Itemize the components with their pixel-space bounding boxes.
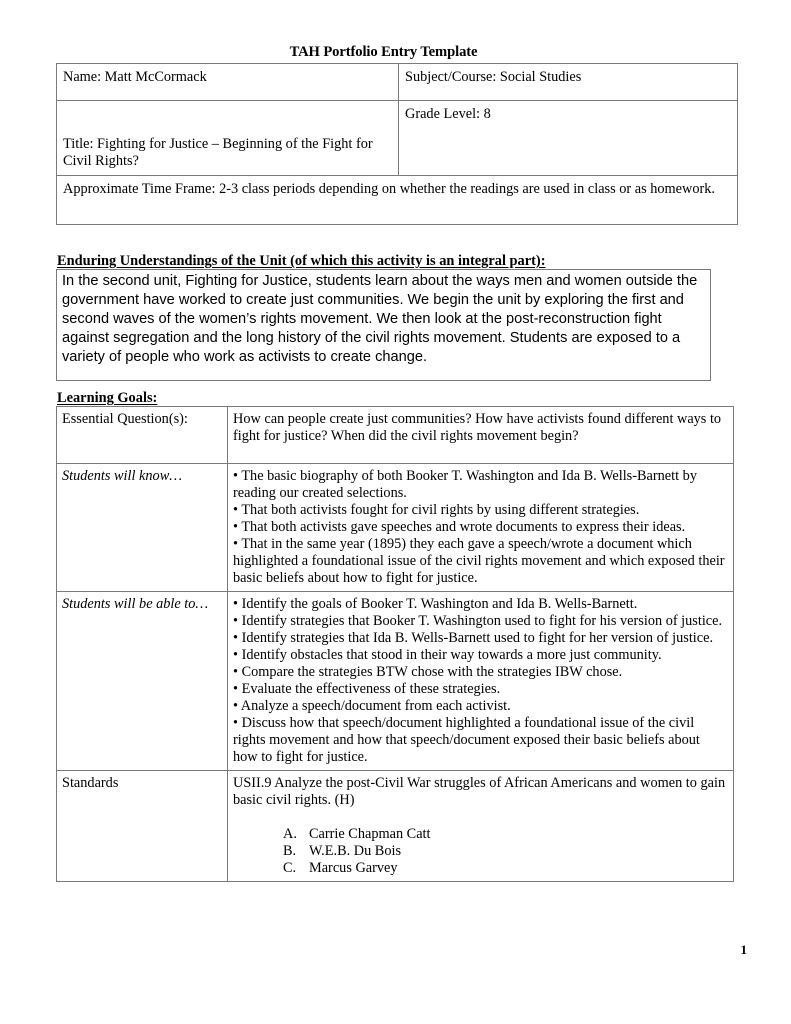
list-item: • That both activists gave speeches and wrote documents to express their ideas. bbox=[233, 519, 686, 535]
list-text: Carrie Chapman Catt bbox=[309, 826, 431, 842]
students-will-know-body bbox=[228, 464, 734, 592]
standards-label: Standards bbox=[57, 771, 228, 882]
table-row bbox=[57, 407, 734, 464]
page-title: TAH Portfolio Entry Template bbox=[289, 44, 478, 60]
standards-paragraph: USII.9 Analyze the post-Civil War struggles of African Americans and women to gain basic civil rights. (H) bbox=[233, 775, 726, 808]
table-row bbox=[57, 592, 734, 771]
list-marker: C. bbox=[283, 860, 297, 876]
list-item: • Identify strategies that Ida B. Wells-Barnett used to fight for her version of justice. bbox=[233, 630, 714, 646]
enduring-understandings-body: In the second unit, Fighting for Justice, students learn about the ways men and women outside the government have worked to create just communities. We begin the unit by exploring the first and second waves of the women’s rights movement. We then look at the post-reconstruction fight against segregation and the long history of the civil rights movement. Students are exposed to a variety of people who work as activists to create change. bbox=[57, 270, 711, 381]
lesson-title-cell bbox=[57, 101, 399, 176]
name-cell: Name: Matt McCormack bbox=[57, 64, 399, 101]
essential-question-body: How can people create just communities? How have activists found different ways to fight for justice? When did the civil rights movement begin? bbox=[228, 407, 734, 464]
list-item: • Analyze a speech/document from each activist. bbox=[233, 698, 511, 714]
list-item: • Compare the strategies BTW chose with the strategies IBW chose. bbox=[233, 664, 623, 680]
table-row bbox=[57, 64, 738, 101]
table-row bbox=[57, 270, 711, 381]
table-row bbox=[57, 771, 734, 882]
table-row bbox=[57, 464, 734, 592]
list-item: • Identify the goals of Booker T. Washington and Ida B. Wells-Barnett. bbox=[233, 596, 638, 612]
list-item bbox=[283, 860, 728, 877]
essential-question-label: Essential Question(s): bbox=[57, 407, 228, 464]
table-row bbox=[57, 101, 738, 176]
standards-body bbox=[228, 771, 734, 882]
list-marker: A. bbox=[283, 826, 297, 842]
subject-course-cell: Subject/Course: Social Studies bbox=[399, 64, 738, 101]
spacer bbox=[233, 809, 728, 826]
header-info-table bbox=[56, 63, 738, 225]
list-item: • Discuss how that speech/document highlighted a foundational issue of the civil rights movement and how that speech/document exposed their basic beliefs about how to fight for justice. bbox=[233, 715, 700, 765]
lesson-title-text: Title: Fighting for Justice – Beginning of the Fight for Civil Rights? bbox=[63, 136, 373, 169]
list-marker: B. bbox=[283, 843, 297, 859]
standards-sublist bbox=[233, 826, 728, 877]
students-will-be-able-to-label: Students will be able to… bbox=[57, 592, 228, 771]
list-text: Marcus Garvey bbox=[309, 860, 398, 876]
enduring-understandings-table bbox=[56, 269, 711, 381]
list-item: • The basic biography of both Booker T. Washington and Ida B. Wells-Barnett by reading our created selections. bbox=[233, 468, 697, 501]
list-item: • Identify strategies that Booker T. Washington used to fight for his version of justice. bbox=[233, 613, 723, 629]
page-number: 1 bbox=[740, 942, 747, 957]
learning-goals-table bbox=[56, 406, 734, 882]
list-item: • Evaluate the effectiveness of these strategies. bbox=[233, 681, 501, 697]
table-row bbox=[57, 176, 738, 225]
list-item: • That in the same year (1895) they each gave a speech/wrote a document which highlighted a foundational issue of the civil rights movement and which exposed their basic beliefs about how to fight for justice. bbox=[233, 536, 725, 586]
students-will-be-able-to-body bbox=[228, 592, 734, 771]
enduring-understandings-heading: Enduring Understandings of the Unit (of which this activity is an integral part): bbox=[57, 253, 546, 269]
learning-goals-heading: Learning Goals: bbox=[57, 390, 158, 406]
list-item: • Identify obstacles that stood in their way towards a more just community. bbox=[233, 647, 662, 663]
students-will-know-label: Students will know… bbox=[57, 464, 228, 592]
time-frame-cell: Approximate Time Frame: 2-3 class periods depending on whether the readings are used in class or as homework. bbox=[57, 176, 738, 225]
grade-level-cell: Grade Level: 8 bbox=[399, 101, 738, 176]
list-text: W.E.B. Du Bois bbox=[309, 843, 402, 859]
list-item: • That both activists fought for civil rights by using different strategies. bbox=[233, 502, 640, 518]
list-item bbox=[283, 826, 728, 843]
list-item bbox=[283, 843, 728, 860]
